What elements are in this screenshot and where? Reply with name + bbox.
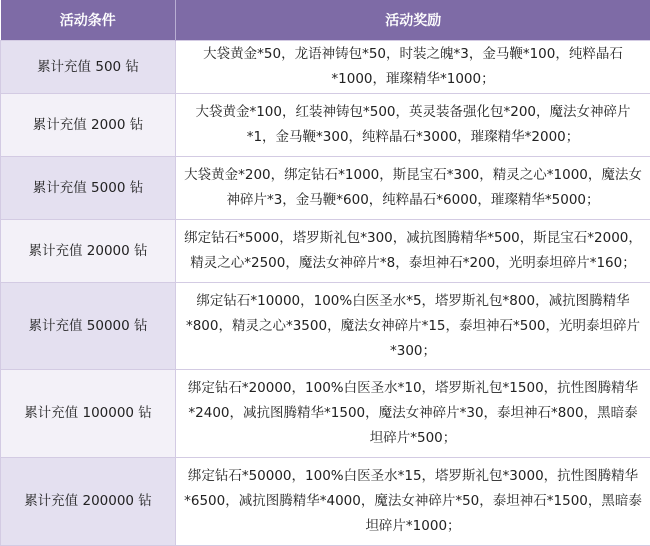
reward-cell: 绑定钻石*5000，塔罗斯礼包*300，减抗图腾精华*500，斯昆宝石*2000，精灵之心*2500，魔法女神碎片*8，泰坦神石*200，光明泰坦碎片*160； bbox=[176, 220, 650, 283]
header-reward: 活动奖励 bbox=[176, 0, 650, 41]
table-row bbox=[1, 458, 650, 546]
condition-cell: 累计充值 500 钻 bbox=[1, 41, 176, 94]
reward-cell: 绑定钻石*20000，100%白医圣水*10，塔罗斯礼包*1500，抗性图腾精华*2400，减抗图腾精华*1500，魔法女神碎片*30，泰坦神石*800，黑暗泰坦碎片*500； bbox=[176, 370, 650, 458]
condition-cell: 累计充值 5000 钻 bbox=[1, 157, 176, 220]
header-condition: 活动条件 bbox=[1, 0, 176, 41]
condition-cell: 累计充值 20000 钻 bbox=[1, 220, 176, 283]
condition-cell: 累计充值 100000 钻 bbox=[1, 370, 176, 458]
reward-cell: 大袋黄金*50，龙语神铸包*50，时装之魄*3，金马鞭*100，纯粹晶石*1000，璀璨精华*1000； bbox=[176, 41, 650, 94]
condition-cell: 累计充值 50000 钻 bbox=[1, 283, 176, 370]
table-row bbox=[1, 370, 650, 458]
table-row bbox=[1, 157, 650, 220]
table-row bbox=[1, 94, 650, 157]
reward-cell: 绑定钻石*50000，100%白医圣水*15，塔罗斯礼包*3000，抗性图腾精华*6500，减抗图腾精华*4000，魔法女神碎片*50，泰坦神石*1500，黑暗泰坦碎片*1000； bbox=[176, 458, 650, 546]
reward-cell: 大袋黄金*100，红装神铸包*500，英灵装备强化包*200，魔法女神碎片*1，金马鞭*300，纯粹晶石*3000，璀璨精华*2000； bbox=[176, 94, 650, 157]
table-row bbox=[1, 283, 650, 370]
table-row bbox=[1, 220, 650, 283]
reward-cell: 大袋黄金*200，绑定钻石*1000，斯昆宝石*300，精灵之心*1000，魔法女神碎片*3，金马鞭*600，纯粹晶石*6000，璀璨精华*5000； bbox=[176, 157, 650, 220]
table-header-row bbox=[1, 0, 650, 41]
reward-cell: 绑定钻石*10000，100%白医圣水*5，塔罗斯礼包*800，减抗图腾精华*800，精灵之心*3500，魔法女神碎片*15，泰坦神石*500，光明泰坦碎片*300； bbox=[176, 283, 650, 370]
table-row bbox=[1, 41, 650, 94]
condition-cell: 累计充值 2000 钻 bbox=[1, 94, 176, 157]
condition-cell: 累计充值 200000 钻 bbox=[1, 458, 176, 546]
